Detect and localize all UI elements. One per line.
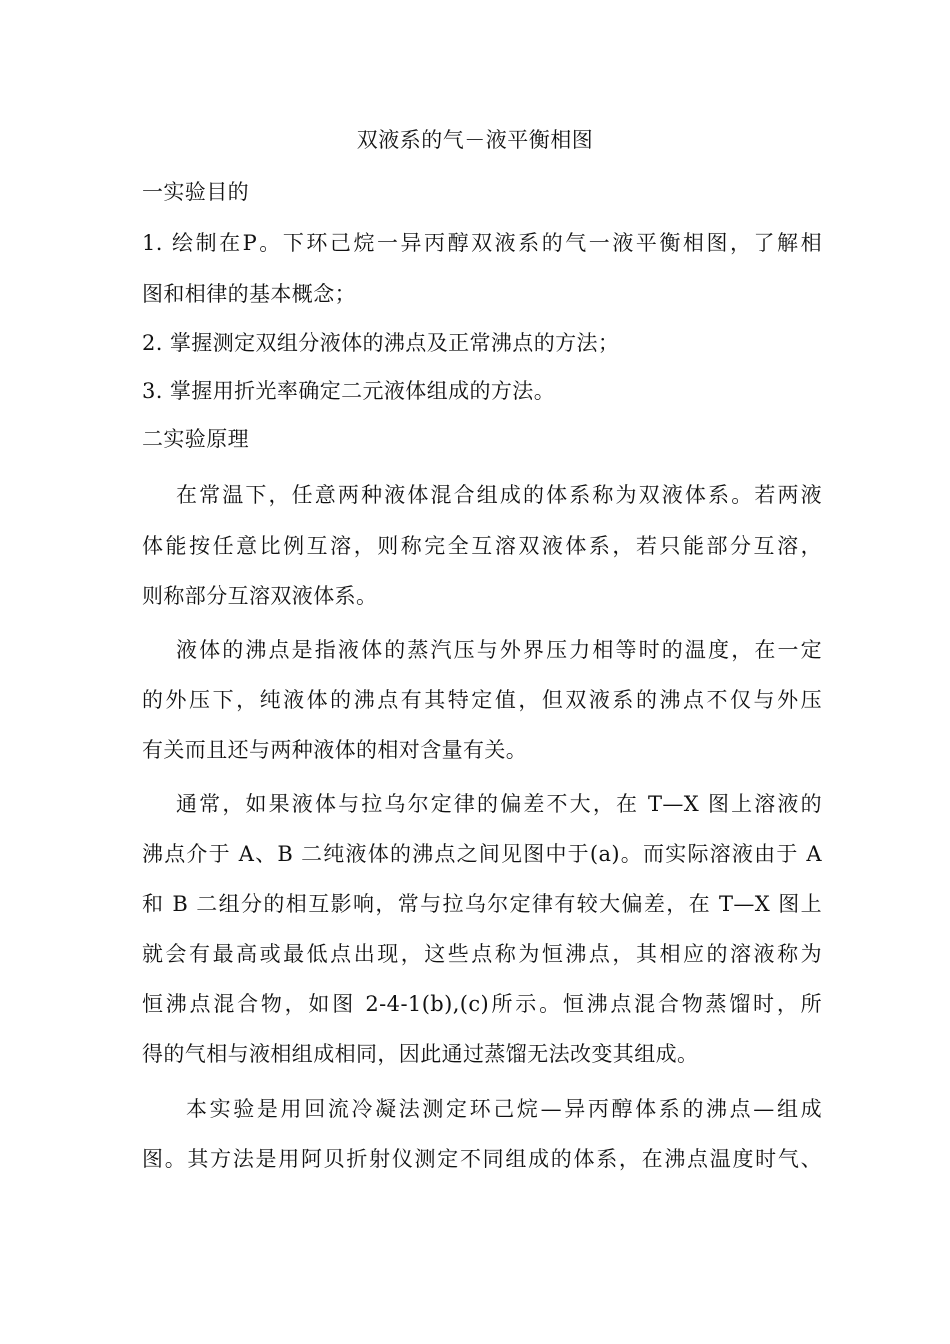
objective-1-line-2: 图和相律的基本概念； (142, 282, 356, 306)
objective-1-line-1: 1. 绘制在P。下环己烷一异丙醇双液系的气一液平衡相图，了解相 (142, 231, 822, 255)
paragraph-1-line-3: 则称部分互溶双液体系。 (142, 584, 378, 608)
paragraph-3-line-3: 和 B 二组分的相互影响，常与拉乌尔定律有较大偏差，在 T—X 图上 (142, 892, 822, 916)
paragraph-3-line-6: 得的气相与液相组成相同，因此通过蒸馏无法改变其组成。 (142, 1042, 699, 1066)
paragraph-3-line-1: 通常，如果液体与拉乌尔定律的偏差不大，在 T—X 图上溶液的 (176, 792, 822, 816)
paragraph-4-line-2: 图。其方法是用阿贝折射仪测定不同组成的体系，在沸点温度时气、 (142, 1147, 822, 1171)
objective-3: 3. 掌握用折光率确定二元液体组成的方法。 (142, 379, 556, 403)
objective-2: 2. 掌握测定双组分液体的沸点及正常沸点的方法； (142, 331, 620, 355)
paragraph-3-line-2: 沸点介于 A、B 二纯液体的沸点之间见图中于(a)。而实际溶液由于 A (142, 842, 822, 866)
paragraph-2-line-3: 有关而且还与两种液体的相对含量有关。 (142, 738, 528, 762)
paragraph-2-line-1: 液体的沸点是指液体的蒸汽压与外界压力相等时的温度，在一定 (176, 638, 822, 662)
paragraph-4-line-1: 本实验是用回流冷凝法测定环己烷—异丙醇体系的沸点—组成 (186, 1097, 822, 1121)
document-title: 双液系的气－液平衡相图 (356, 128, 594, 152)
paragraph-3-line-4: 就会有最高或最低点出现，这些点称为恒沸点，其相应的溶液称为 (142, 942, 822, 966)
section-heading-principles: 二实验原理 (142, 427, 249, 451)
paragraph-1-line-1: 在常温下，任意两种液体混合组成的体系称为双液体系。若两液 (176, 483, 822, 507)
paragraph-3-line-5: 恒沸点混合物，如图 2-4-1(b),(c)所示。恒沸点混合物蒸馏时，所 (142, 992, 822, 1016)
section-heading-objectives: 一实验目的 (142, 180, 249, 204)
paragraph-2-line-2: 的外压下，纯液体的沸点有其特定值，但双液系的沸点不仅与外压 (142, 688, 822, 712)
paragraph-1-line-2: 体能按任意比例互溶，则称完全互溶双液体系，若只能部分互溶， (142, 534, 822, 558)
